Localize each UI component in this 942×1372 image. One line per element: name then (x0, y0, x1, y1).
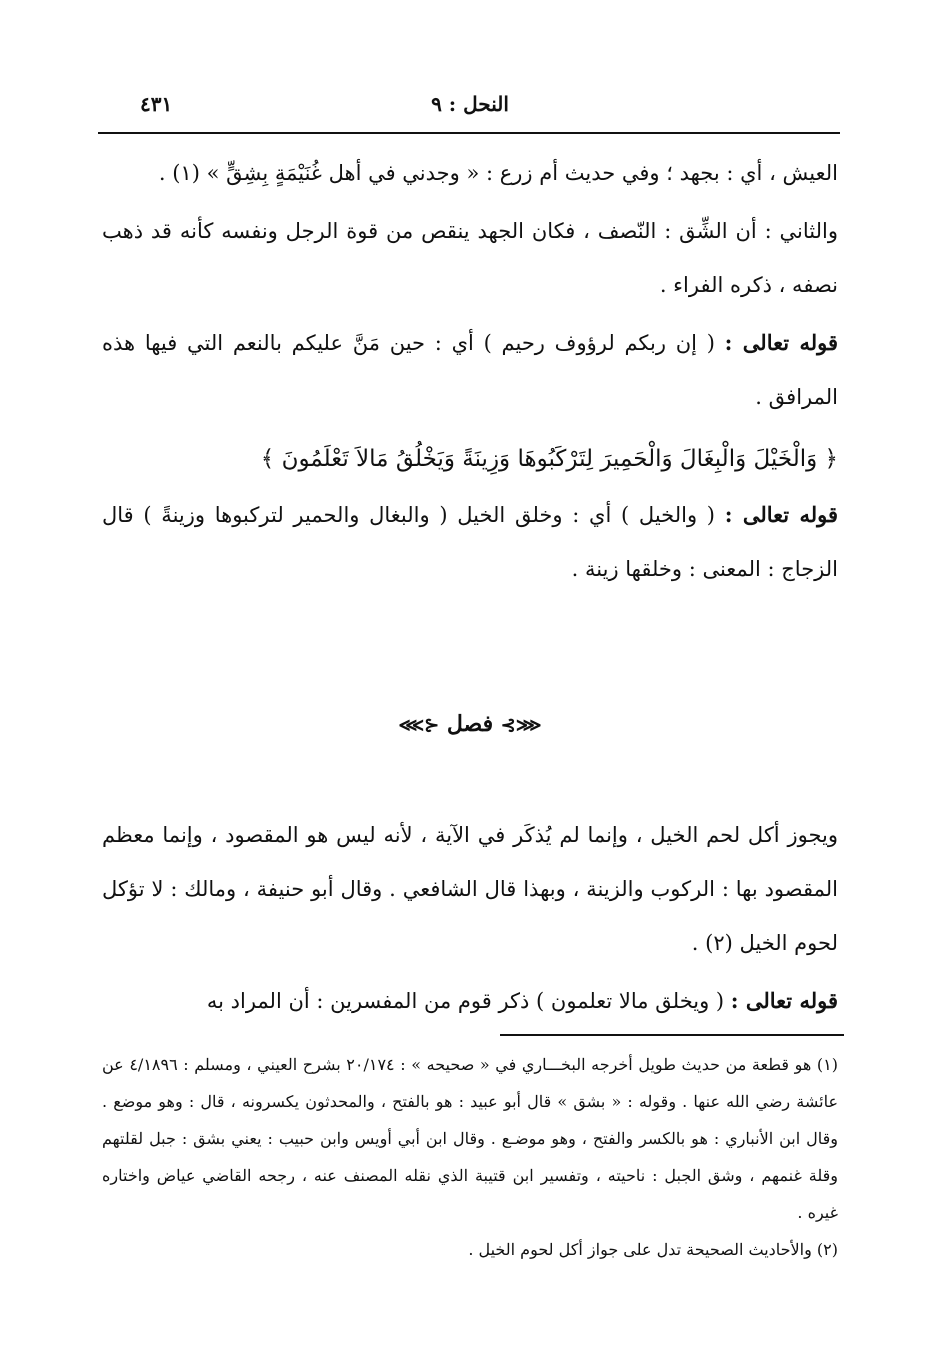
paragraph-3-body: ( إن ربكم لرؤوف رحيم ) أي : حين مَنَّ عليكم بالنعم التي فيها هذه المرافق . (102, 331, 838, 409)
footnotes (102, 1046, 838, 1268)
paragraph-6-lead: قوله تعالى : (730, 988, 838, 1013)
paragraph-5: ويجوز أكل لحم الخيل ، وإنما لم يُذكَر في الآية ، لأنه ليس هو المقصود ، وإنما معظم المقصود بها : الركوب والزينة ، وبهذا قال الشافعي . وقال أبو حنيفة ، ومالك : لا تؤكل لحوم الخيل (٢) . (102, 823, 838, 955)
paragraph-4 (102, 488, 838, 596)
ornament-left: ⊰⋙ (398, 715, 440, 736)
header-rule (98, 132, 840, 134)
quran-verse: ﴿ وَالْخَيْلَ وَالْبِغَالَ وَالْحَمِيرَ لِتَرْكَبُوهَا وَزِينَةً وَيَخْلُقُ مَالاَ تَعْلَمُونَ ﴾ (260, 446, 838, 472)
paragraph-2: والثاني : أن الشِّق : النّصف ، فكان الجهد ينقص من قوة الرجل ونفسه كأنه قد ذهب نصفه ، ذكره الفراء . (102, 219, 838, 297)
footnote-rule (500, 1034, 844, 1036)
paragraph-4-lead: قوله تعالى : (724, 502, 838, 527)
ornament-right: ⋘⊱ (500, 715, 542, 736)
main-text-top (102, 146, 838, 596)
paragraph-6 (102, 974, 838, 1028)
chapter-title: النحل : ٩ (431, 92, 509, 116)
paragraph-4-body: ( والخيل ) أي : وخلق الخيل ( والبغال والحمير لتركبوها وزينةً ) قال الزجاج : المعنى : وخلقها زينة . (102, 503, 838, 581)
paragraph-3 (102, 316, 838, 424)
section-title: فصل (446, 711, 494, 737)
paragraph-3-lead: قوله تعالى : (724, 330, 838, 355)
paragraph-6-body: ( ويخلق مالا تعلمون ) ذكر قوم من المفسرين : أن المراد به (206, 989, 725, 1013)
main-text-bottom (102, 808, 838, 1028)
footnote-2: (٢) والأحاديث الصحيحة تدل على جواز أكل لحوم الخيل . (468, 1240, 838, 1259)
section-heading (102, 704, 838, 744)
footnote-1: (١) هو قطعة من حديث طويل أخرجه البخـــاري في « صحيحه » : ٢٠/١٧٤ بشرح العيني ، ومسلم : ٤/١٨٩٦ عن عائشة رضي الله عنها . وقوله : « بشق » قال أبو عبيد : هو بالفتح ، والمحدثون يكسرونه ، قال : وهو موضع . وقال ابن الأنباري : هو بالكسر والفتح ، وهو موضـع . وقال ابن أبي أويس وابن حبيب : يعني بشق : جبل لقلتهم وقلة غنمهم ، وشق الجبل : ناحيته ، وتفسير ابن قتيبة الذي نقله المصنف عنه ، رجحه القاضي عياض واختاره غيره . (102, 1055, 838, 1222)
page-number: ٤٣١ (140, 92, 173, 116)
paragraph-1: العيش ، أي : بجهد ؛ وفي حديث أم زرع : « وجدني في أهل غُنَيْمَةٍ بِشِقٍّ » (١) . (158, 161, 838, 185)
running-header (100, 92, 840, 128)
